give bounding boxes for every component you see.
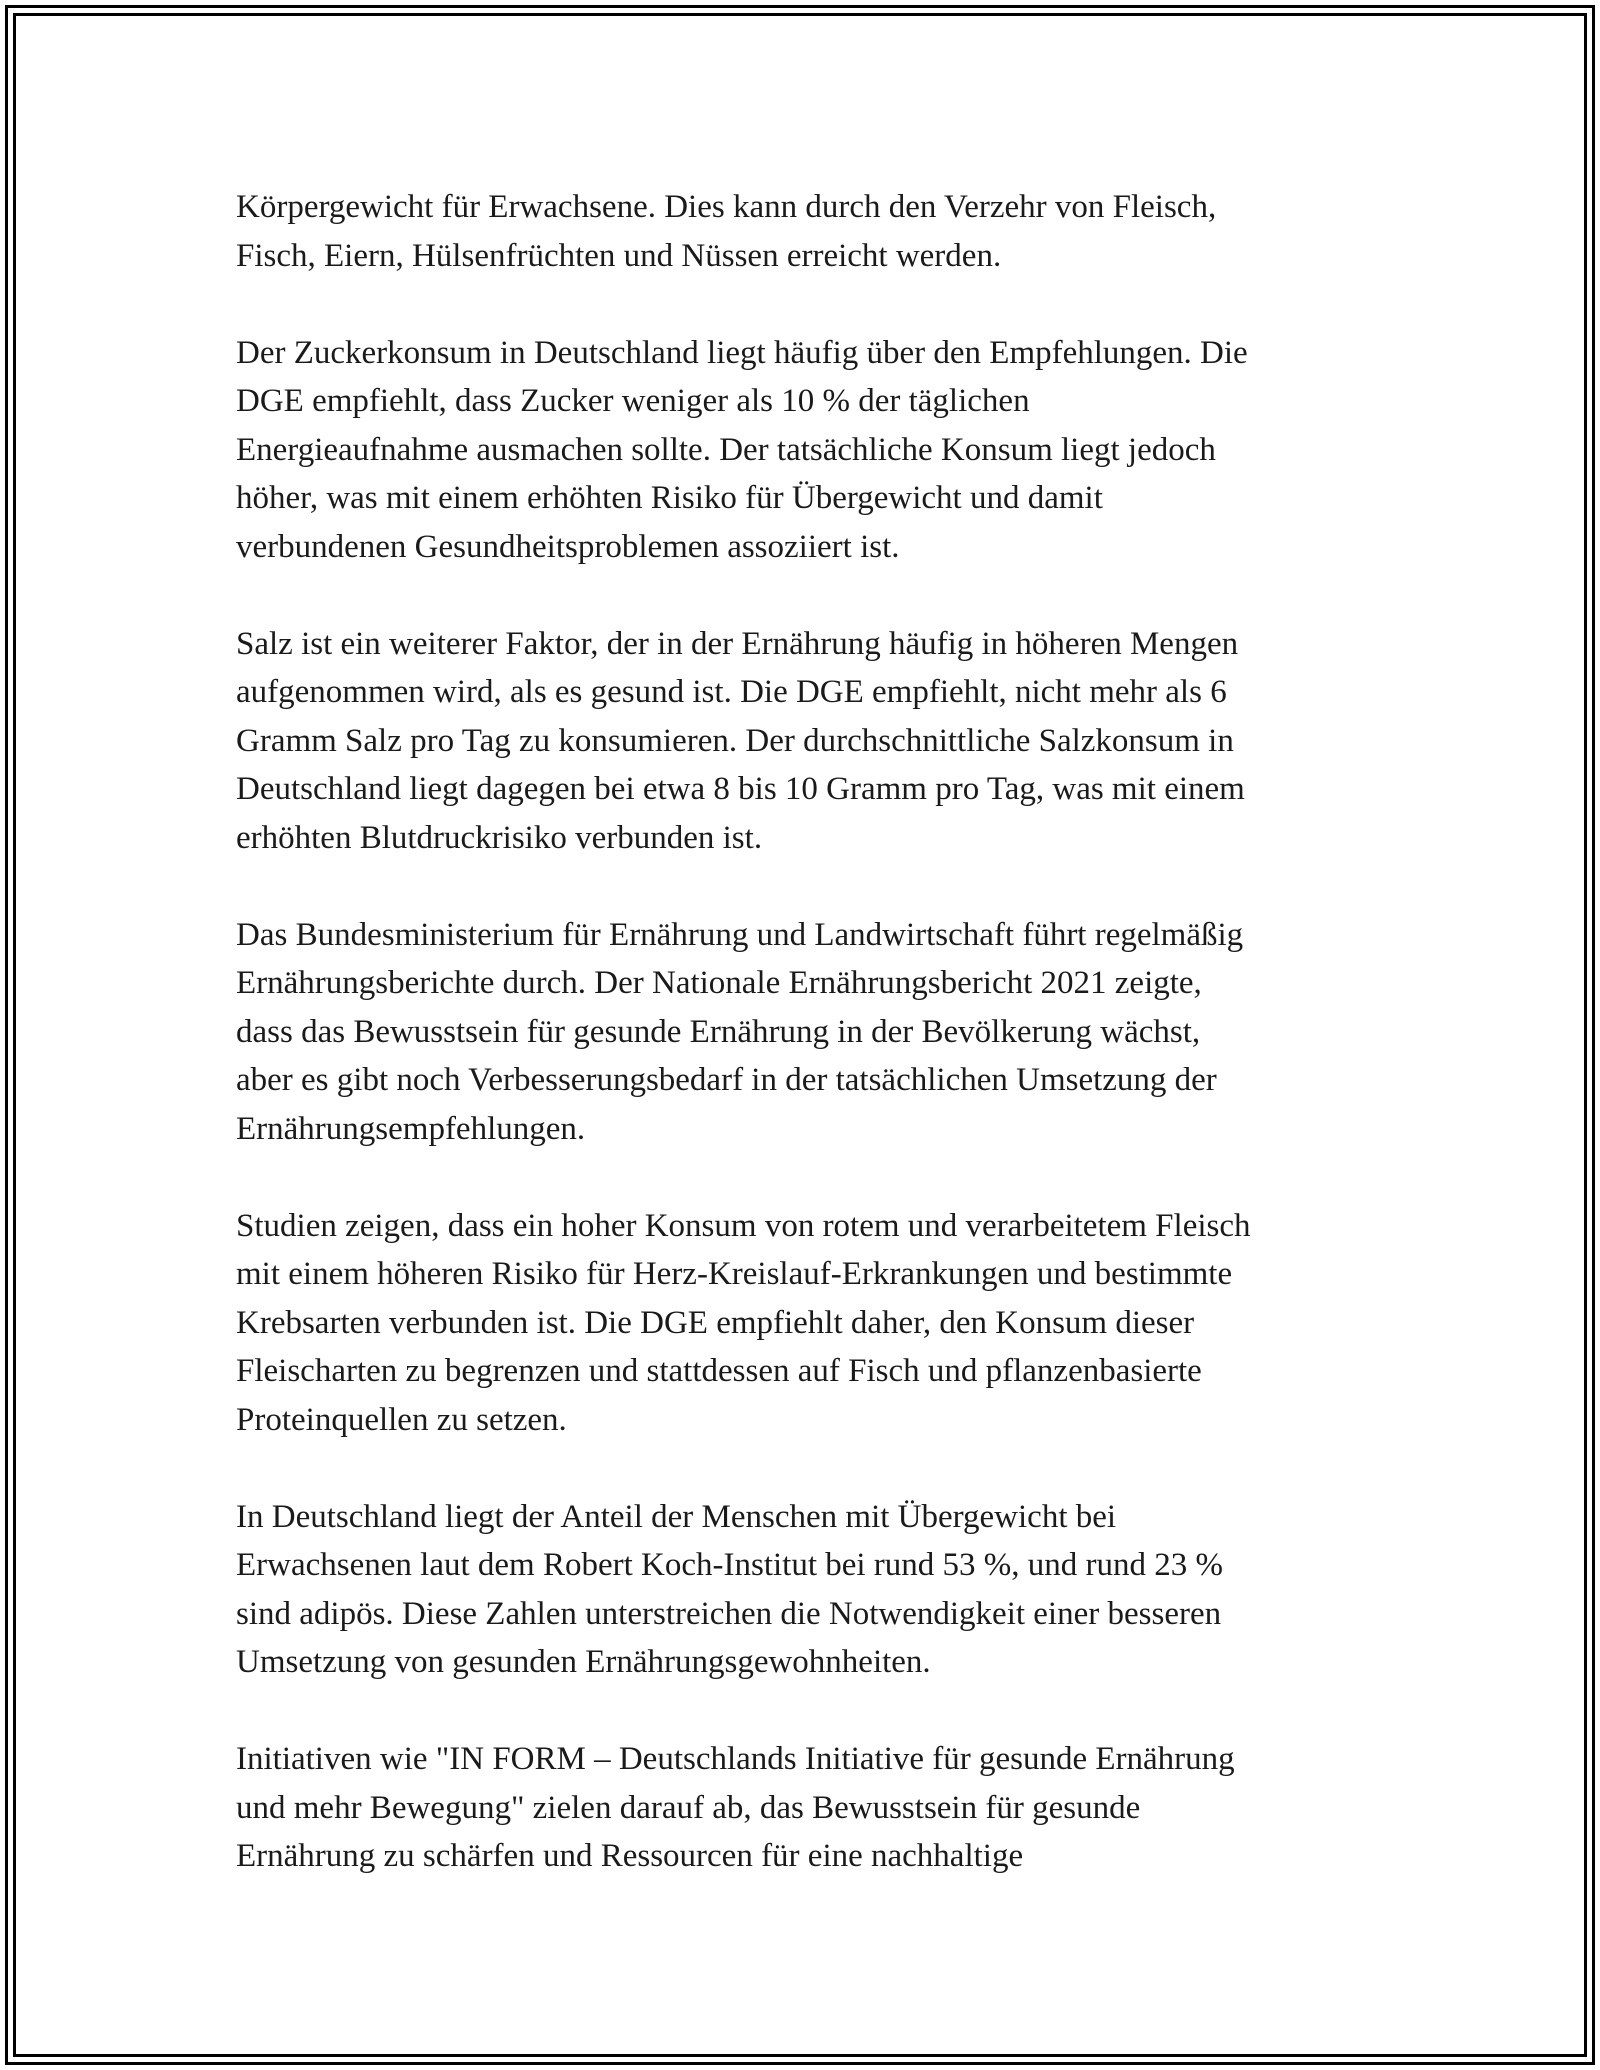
paragraph-salt: Salz ist ein weiterer Faktor, der in der Ernährung häufig in höheren Mengen aufgenommen wird, als es gesund ist. Die DGE empfiehlt, nicht mehr als 6 Gramm Salz pro Tag zu konsumieren. Der durchschnittliche Salzkonsum in Deutschland liegt dagegen bei etwa 8 bis 10 Gramm pro Tag, was mit einem erhöhten Blutdruckrisiko verbunden ist. [236, 625, 1245, 856]
paragraph-in-form-initiative: Initiativen wie "IN FORM – Deutschlands Initiative für gesunde Ernährung und mehr Bewegung" zielen darauf ab, das Bewusstsein für gesunde Ernährung zu schärfen und Ressourcen für eine nachhaltige [236, 1741, 1235, 1874]
paragraph-overweight: In Deutschland liegt der Anteil der Menschen mit Übergewicht bei Erwachsenen laut dem Robert Koch-Institut bei rund 53 %, und rund 23 % sind adipös. Diese Zahlen unterstreichen die Notwendigkeit einer besseren Umsetzung von gesunden Ernährungsgewohnheiten. [236, 1498, 1224, 1680]
paragraph-nutrition-report: Das Bundesministerium für Ernährung und Landwirtschaft führt regelmäßig Ernährungsberichte durch. Der Nationale Ernährungsbericht 2021 zeigte, dass das Bewusstsein für gesunde Ernährung in der Bevölkerung wächst, aber es gibt noch Verbesserungsbedarf in der tatsächlichen Umsetzung der Ernährungsempfehlungen. [236, 916, 1244, 1147]
paragraph-meat-studies: Studien zeigen, dass ein hoher Konsum von rotem und verarbeitetem Fleisch mit einem höheren Risiko für Herz-Kreislauf-Erkrankungen und bestimmte Krebsarten verbunden ist. Die DGE empfiehlt daher, den Konsum dieser Fleischarten zu begrenzen und stattdessen auf Fisch und pflanzenbasierte Proteinquellen zu setzen. [236, 1207, 1251, 1438]
paragraph-protein: Körpergewicht für Erwachsene. Dies kann durch den Verzehr von Fleisch, Fisch, Eiern, Hülsenfrüchten und Nüssen erreicht werden. [236, 189, 1217, 274]
document-body [236, 183, 1376, 1881]
paragraph-sugar: Der Zuckerkonsum in Deutschland liegt häufig über den Empfehlungen. Die DGE empfiehlt, dass Zucker weniger als 10 % der täglichen Energieaufnahme ausmachen sollte. Der tatsächliche Konsum liegt jedoch höher, was mit einem erhöhten Risiko für Übergewicht und damit verbundenen Gesundheitsproblemen assoziiert ist. [236, 334, 1248, 565]
